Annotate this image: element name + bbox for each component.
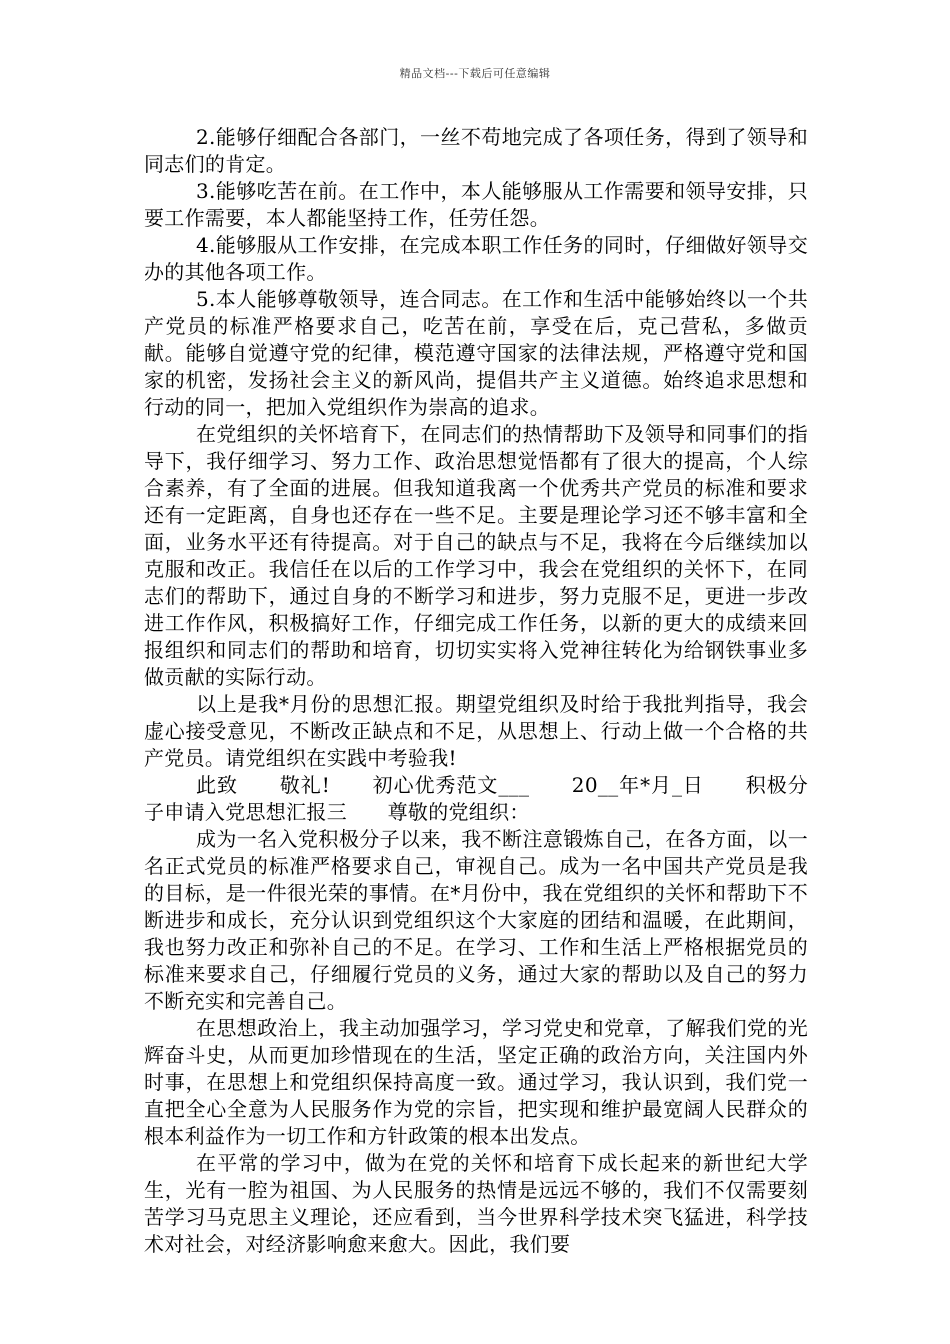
paragraph: 4.能够服从工作安排，在完成本职工作任务的同时，仔细做好领导交办的其他各项工作。	[144, 233, 808, 284]
paragraph: 在党组织的关怀培育下，在同志们的热情帮助下及领导和同事们的指导下，我仔细学习、努力工作、政治思想觉悟都有了很大的提高，个人综合素养，有了全面的进展。但我知道我离一个优秀共产党员的标准和要求还有一定距离，自身也还存在一些不足。主要是理论学习还不够丰富和全面，业务水平还有待提高。对于自己的缺点与不足，我将在今后继续加以克服和改正。我信任在以后的工作学习中，我会在党组织的关怀下，在同志们的帮助下，通过自身的不断学习和进步，努力克服不足，更进一步改进工作作风，积极搞好工作，仔细完成工作任务，以新的更大的成绩来回报组织和同志们的帮助和培育，切切实实将入党神往转化为给钢铁事业多做贡献的实际行动。	[144, 422, 808, 689]
paragraph: 3.能够吃苦在前。在工作中，本人能够服从工作需要和领导安排，只要工作需要，本人都能坚持工作，任劳任怨。	[144, 179, 808, 230]
paragraph: 在平常的学习中，做为在党的关怀和培育下成长起来的新世纪大学生，光有一腔为祖国、为人民服务的热情是远远不够的，我们不仅需要刻苦学习马克思主义理论，还应看到，当今世界科学技术突飞猛进，科学技术对社会，对经济影响愈来愈大。因此，我们要	[144, 1151, 808, 1256]
paragraph: 2.能够仔细配合各部门，一丝不苟地完成了各项任务，得到了领导和同志们的肯定。	[144, 125, 808, 176]
paragraph: 在思想政治上，我主动加强学习，学习党史和党章，了解我们党的光辉奋斗史，从而更加珍惜现在的生活，坚定正确的政治方向，关注国内外时事，在思想上和党组织保持高度一致。通过学习，我认识到，我们党一直把全心全意为人民服务作为党的宗旨，把实现和维护最宽阔人民群众的根本利益作为一切工作和方针政策的根本出发点。	[144, 1016, 808, 1148]
paragraph: 此致 敬礼! 初心优秀范文___ 20__年*月_日 积极分子申请入党思想汇报三 尊敬的党组织：	[144, 773, 808, 824]
document-body	[144, 124, 808, 1258]
paragraph: 成为一名入党积极分子以来，我不断注意锻炼自己，在各方面，以一名正式党员的标准严格要求自己，审视自己。成为一名中国共产党员是我的目标，是一件很光荣的事情。在*月份中，我在党组织的关怀和帮助下不断进步和成长，充分认识到党组织这个大家庭的团结和温暖，在此期间，我也努力改正和弥补自己的不足。在学习、工作和生活上严格根据党员的标准来要求自己，仔细履行党员的义务，通过大家的帮助以及自己的努力不断充实和完善自己。	[144, 827, 808, 1013]
page-header: 精品文档---下载后可任意编辑	[399, 67, 551, 80]
paragraph: 5.本人能够尊敬领导，连合同志。在工作和生活中能够始终以一个共产党员的标准严格要求自己，吃苦在前，享受在后，克己营私，多做贡献。能够自觉遵守党的纪律，模范遵守国家的法律法规，严格遵守党和国家的机密，发扬社会主义的新风尚，提倡共产主义道德。始终追求思想和行动的同一，把加入党组织作为崇高的追求。	[144, 287, 808, 419]
paragraph: 以上是我*月份的思想汇报。期望党组织及时给于我批判指导，我会虚心接受意见，不断改正缺点和不足，从思想上、行动上做一个合格的共产党员。请党组织在实践中考验我!	[144, 692, 808, 770]
